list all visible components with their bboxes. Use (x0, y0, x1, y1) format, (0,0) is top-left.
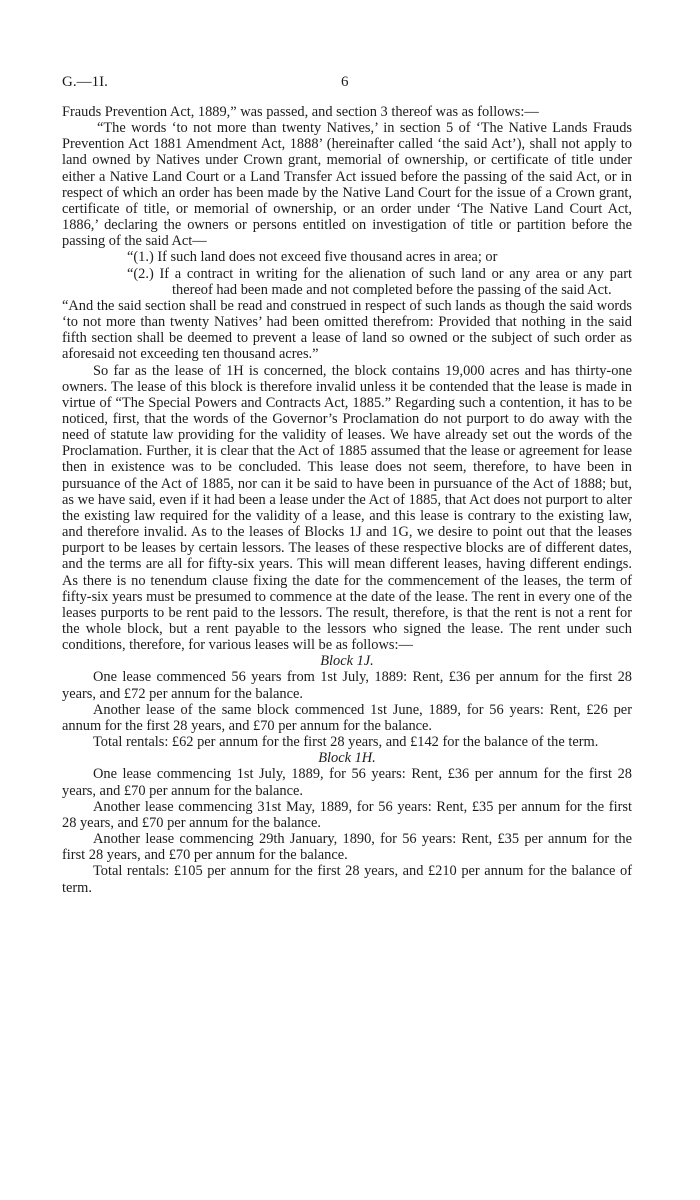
lease-item: Another lease commencing 31st May, 1889, for 56 years: Rent, £35 per annum for the first 28 years, and £70 per annum for the balance. (62, 798, 632, 831)
subclause-2: “(2.) If a contract in writing for the alienation of such land or any area or any part thereof had been made and not completed before the passing of the said Act. (127, 265, 632, 298)
lease-item: One lease commenced 56 years from 1st July, 1889: Rent, £36 per annum for the first 28 years, and £72 per annum for the balance. (62, 669, 632, 702)
block-1j-heading: Block 1J. (320, 653, 374, 670)
lease-item: One lease commencing 1st July, 1889, for 56 years: Rent, £36 per annum for the first 28 years, and £70 per annum for the balance. (62, 766, 632, 799)
quoted-section: “The words ‘to not more than twenty Natives,’ in section 5 of ‘The Native Lands Frauds Prevention Act 1881 Amendment Act, 1888’ (hereinafter called ‘the said Act’), shall not apply to land owned by Natives under Crown grant, memorial of ownership, or certificate of title under either a Native Land Court or a Land Transfer Act issued before the passing of the said Act, or in respect of which an order has been made by the Native Land Court for the issue of a Crown grant, certificate of title, or memorial of ownership, or an order under ‘The Native Land Court Act, 1886,’ declaring the owners or persons entitled on investigation of title or partition before the passing of the said Act— (62, 120, 632, 250)
quoted-proviso: “And the said section shall be read and construed in respect of such lands as though the said words ‘to not more than twenty Natives’ had been omitted therefrom: Provided that nothing in the said fifth section shall be deemed to prevent a lease of land so owned or the subject of such order as aforesaid not exceeding ten thousand acres.” (62, 297, 632, 363)
document-reference: G.—1I. (62, 74, 108, 90)
block-1h-heading: Block 1H. (318, 750, 376, 767)
document-body (62, 104, 632, 896)
paragraph: Frauds Prevention Act, 1889,” was passed, and section 3 thereof was as follows:— (62, 104, 539, 120)
lease-total: Total rentals: £105 per annum for the first 28 years, and £210 per annum for the balance of term. (62, 863, 632, 896)
page-number: 6 (341, 74, 349, 90)
lease-item: Another lease of the same block commenced 1st June, 1889, for 56 years: Rent, £26 per annum for the first 28 years, and £70 per annum for the balance. (62, 701, 632, 734)
page-header (62, 74, 640, 94)
subclause-1: “(1.) If such land does not exceed five thousand acres in area; or (127, 249, 498, 266)
paragraph: So far as the lease of 1H is concerned, the block contains 19,000 acres and has thirty-one owners. The lease of this block is therefore invalid unless it be contended that the lease is made in virtue of “The Special Powers and Contracts Act, 1885.” Regarding such a contention, it has to be noticed, first, that the words of the Governor’s Proclamation do not purport to do away with the need of statute law providing for the validity of leases. We have already set out the words of the Proclamation. Further, it is clear that the Act of 1885 assumed that the lease or agreement for lease then in existence was to be concluded. This lease does not seem, therefore, to have been in pursuance of the Act of 1885, nor can it be said to have been in pursuance of the Act of 1888; but, as we have said, even if it had been a lease under the Act of 1885, that Act does not purport to alter the existing law required for the validity of a lease, and this lease is contrary to the existing law, and therefore invalid. As to the leases of Blocks 1J and 1G, we desire to point out that the leases purport to be leases by certain lessors. The leases of these respective blocks are of different dates, and the terms are all for fifty-six years. This will mean different leases, having different endings. As there is no tenendum clause fixing the date for the commencement of the leases, the term of fifty-six years must be presumed to commence at the date of the lease. The rent in every one of the leases purports to be rent paid to the lessors. The result, therefore, is that the rent is not a rent for the whole block, but a rent payable to the lessors who signed the lease. The rent under such conditions, therefore, for various leases will be as follows:— (62, 362, 632, 654)
lease-total: Total rentals: £62 per annum for the first 28 years, and £142 for the balance of the term. (93, 734, 599, 751)
lease-item: Another lease commencing 29th January, 1890, for 56 years: Rent, £35 per annum for the first 28 years, and £70 per annum for the balance. (62, 831, 632, 864)
